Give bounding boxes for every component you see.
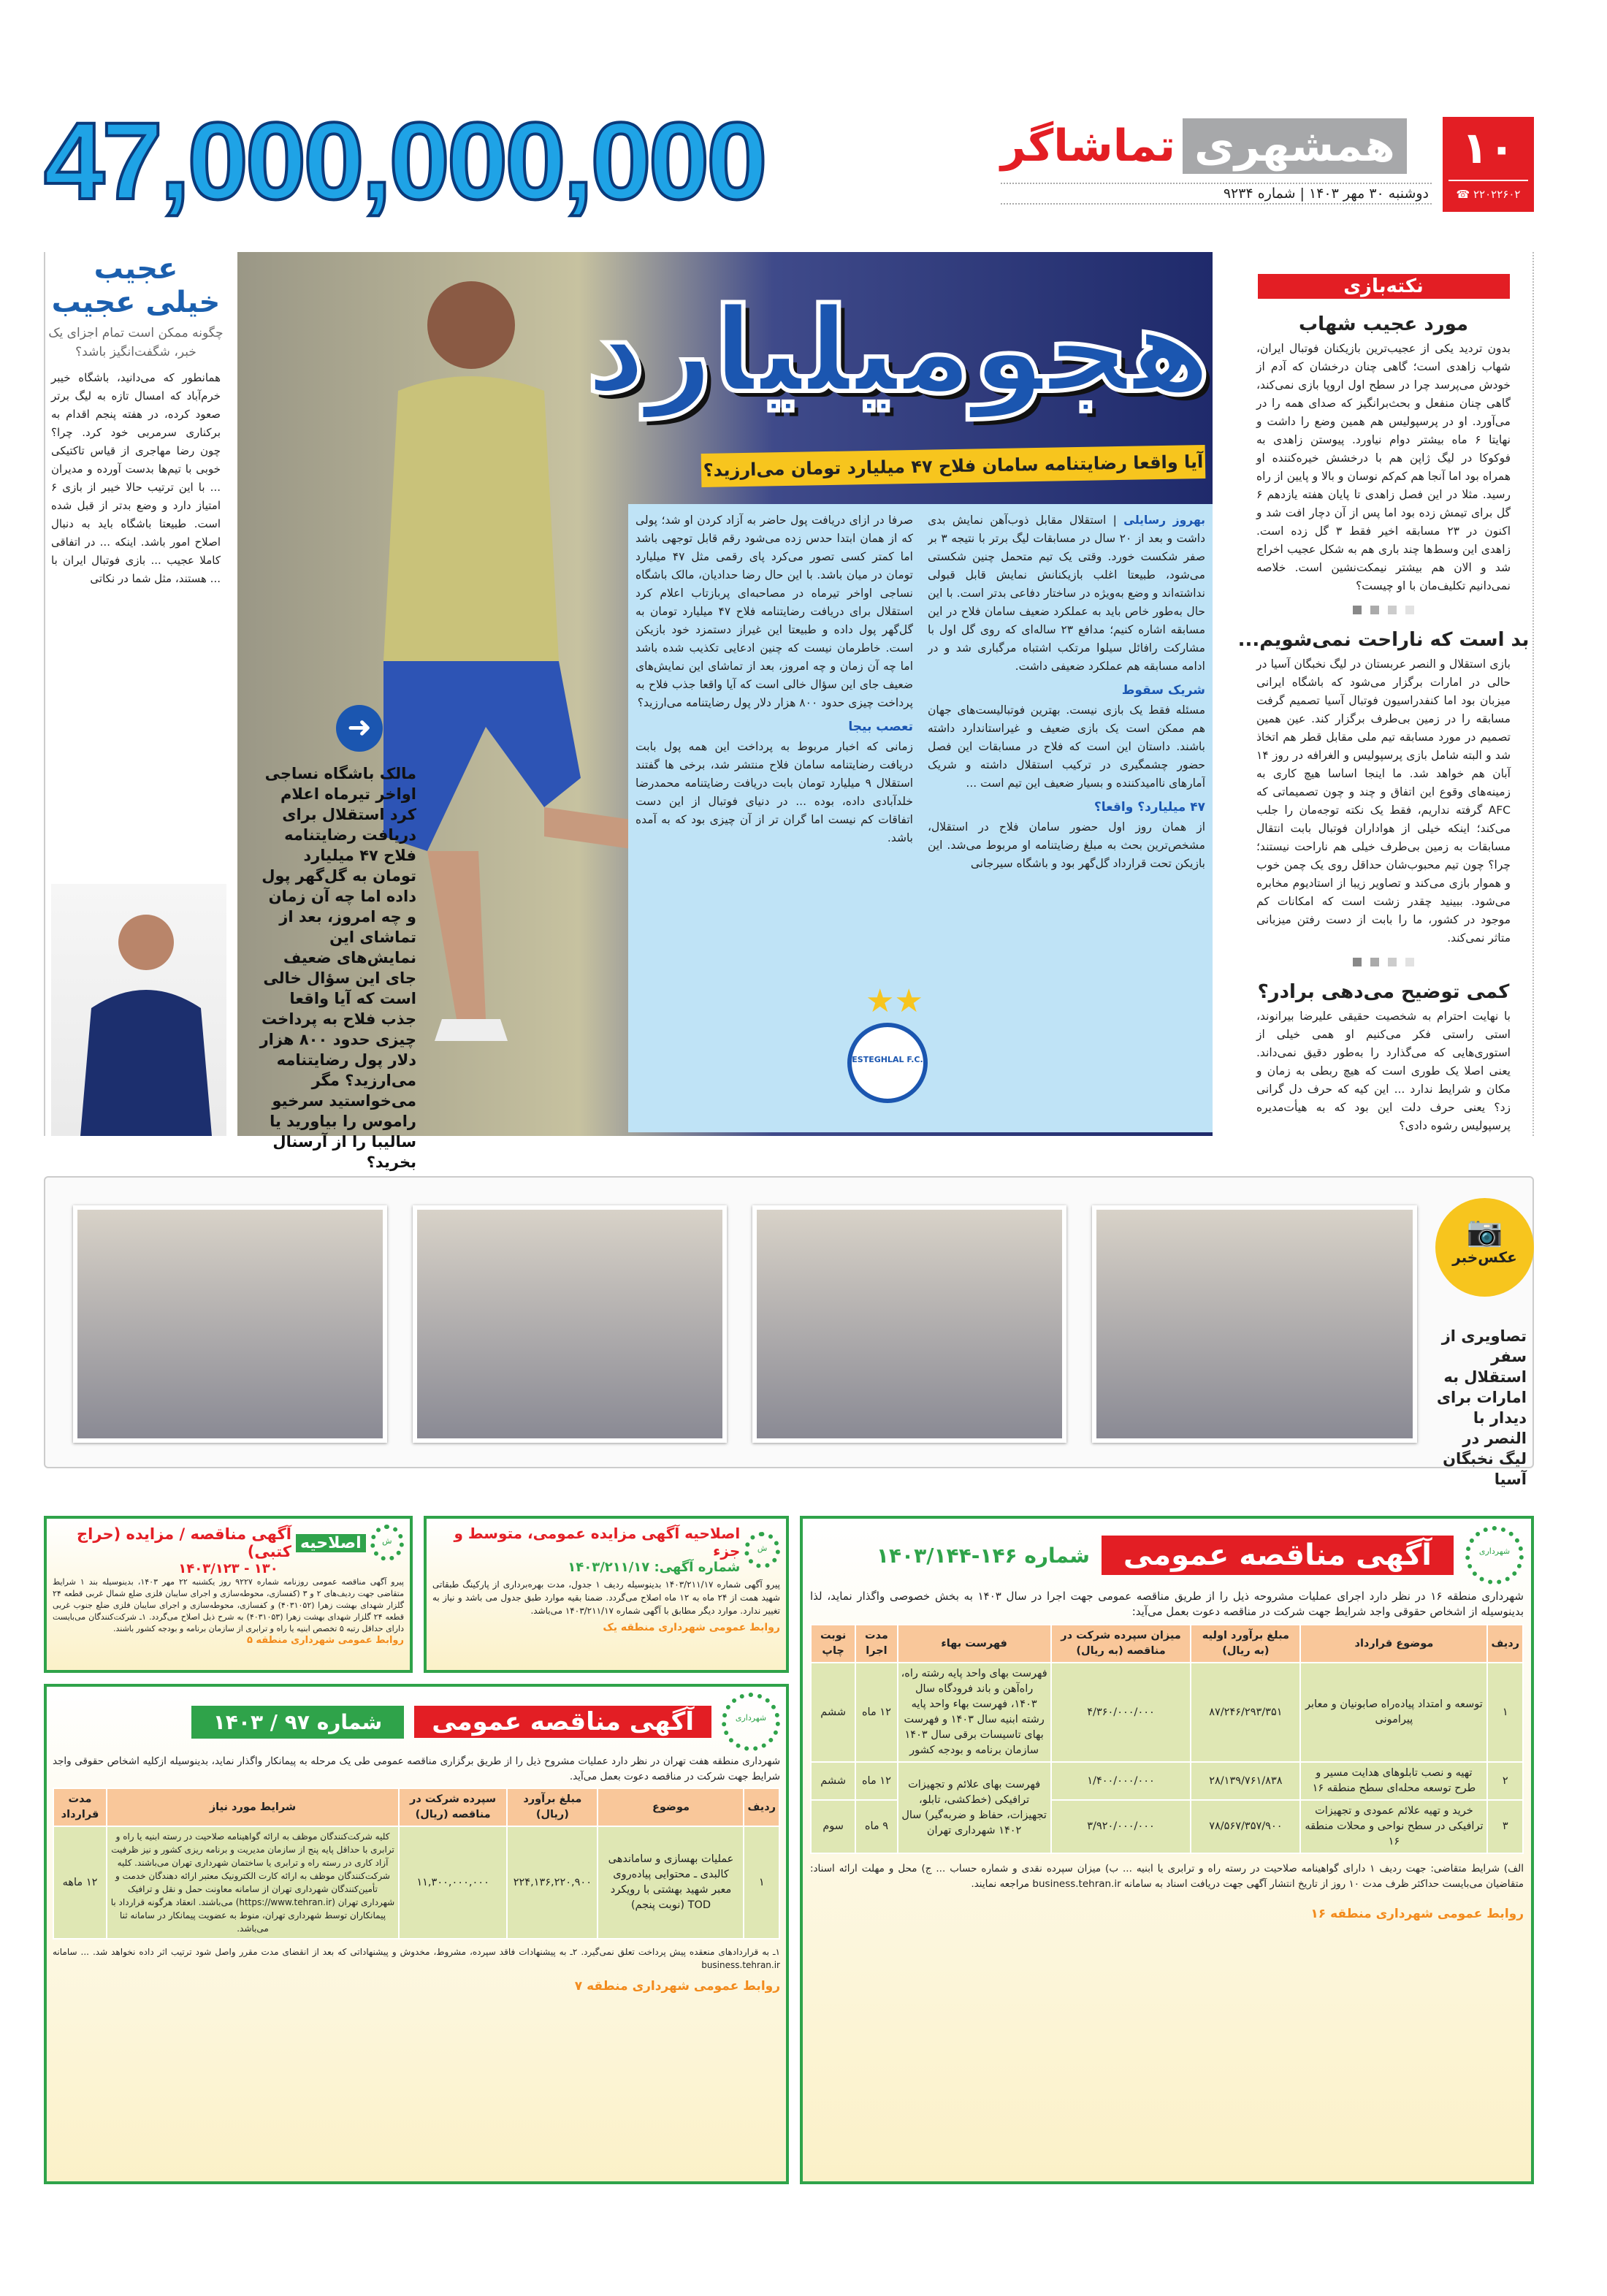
main-headline: هجومیلیارد <box>586 282 1211 419</box>
separator <box>1234 606 1532 614</box>
ad-title: آگهی مناقصه عمومی <box>414 1706 711 1738</box>
cell: ۷۸/۵۶۷/۳۵۷/۹۰۰ <box>1191 1800 1300 1853</box>
photo-2 <box>413 1205 727 1443</box>
camera-icon: 📷 <box>1466 1215 1503 1248</box>
article-section-3: زمانی که اخبار مربوط به پرداخت این همه پول بابت دریافت رضایتنامه سامان فلاح منتشر شد، برخی ها گفتند استقلال ۹ میلیارد تومان بابت دریافت رضایتنامه محمدرضا خلدآبادی داده، بوده ... در دنیای فوتبال از این دست اتفاقات کم نیست اما گران تر از آن چیزی بود که به آمده باشد. <box>635 740 913 844</box>
ad-number: شماره آگهی: ۱۴۰۳/۲۱۱/۱۷ <box>568 1560 741 1575</box>
tehran-municipality-emblem: شهرداری <box>1465 1526 1524 1584</box>
left-title-1: عجیب <box>93 252 178 286</box>
cell: ۳/۹۲۰/۰۰۰/۰۰۰ <box>1051 1800 1191 1853</box>
article-column-1: بهروز رسایلی | استقلال مقابل ذوب‌آهن نمایش بدی داشت و بعد از ۲۰ سال در مسابقات لیگ برتر با نتیجه ۳ بر صفر شکست خورد. وقتی یک تیم متحمل چنین شکستی می‌شود، طبیعتا اغلب بازیکنانش نمایش قابل قبولی نداشته‌اند و وضع به‌ویژه در ساختار دفاعی بدتر است. با این حال به‌طور خاص باید به عملکرد ضعیف سامان فلاح در این مسابقه اشاره کنیم؛ مدافع ۲۳ ساله‌ای که روی گل اول با مشارکت رافائل سیلوا مرتکب اشتباه مرگباری شد و در ادامه مسابقه هم عملکرد ضعیفی داشت. شریک سقوط مسئله فقط یک بازی نیست. بهترین فوتبالیست‌های جهان هم ممکن است یک بازی ضعیف و غیراستاندارد داشته باشند. داستان این است که فلاح در مسابقات این فصل حضور چشمگیری در ترکیب استقلال داشته و شریک آمارهای ناامیدکننده و بسیار ضعیف این تیم است ... ۴۷ میلیارد؟ واقعا؟ از همان روز اول حضور سامان فلاح در استقلال، مشخص‌ترین بحث به مبلغ رضایتنامه او مربوط می‌شد. این بازیکن تحت قرارداد گل‌گهر بود و باشگاه سیرجانی <box>928 511 1205 1125</box>
th: مدت قرارداد <box>53 1788 107 1826</box>
ad-terms: ۱ـ به قراردادهای منعقده پیش پرداخت تعلق نمی‌گیرد. ۲ـ به پیشنهادات فاقد سپرده، مشروط، مخدوش و پیشنهاداتی که بعد از انقضای مدت مقرر واصل شود ترتیب اثر داده نخواهد شد. ... سامانه business.tehran.ir <box>53 1947 780 1970</box>
correction-label: اصلاحیه <box>296 1534 366 1552</box>
ad-body: پیرو آگهی شماره ۱۴۰۳/۲۱۱/۱۷ بدینوسیله ردیف ۱ جدول، مدت بهره‌برداری از پارکینگ طبقاتی شهید همت از ۲۴ ماه به ۱۲ ماه اصلاح می‌گردد. ضمنا بقیه موارد طبق جدول می باشد و نیاز به تغییر ندارد. موارد دیگر مطابق با آگهی شماره ۱۴۰۳/۲۱۱/۱۷ می‌باشد. <box>432 1579 780 1616</box>
tender-table <box>53 1788 780 1940</box>
table-row <box>811 1663 1523 1762</box>
ad-signature: روابط عمومی شهرداری منطقه ۱۶ <box>1310 1907 1524 1921</box>
cell: ۱۲ ماه <box>855 1663 897 1762</box>
cell: خرید و تهیه علائم عمودی و تجهیزات ترافیکی در سطح نواحی و محلات منطقه ۱۶ <box>1300 1800 1487 1853</box>
cell: ۸۷/۲۴۶/۲۹۳/۳۵۱ <box>1191 1663 1300 1762</box>
newspaper-logo <box>1001 117 1432 175</box>
th: مبلغ برآورد اولیه (به ریال) <box>1191 1625 1300 1663</box>
cell: ششم <box>811 1663 855 1762</box>
byline: بهروز رسایلی <box>1123 514 1205 527</box>
left-subtitle: چگونه ممکن است تمام اجزای یک خبر، شگفت‌انگیز باشد؟ <box>48 326 224 359</box>
th: میزان سپرده شرکت در مناقصه (به ریال) <box>1051 1625 1191 1663</box>
date-line: دوشنبه ۳۰ مهر ۱۴۰۳ | شماره ۹۲۳۴ <box>1001 183 1432 205</box>
cell: ۴/۳۶۰/۰۰۰/۰۰۰ <box>1051 1663 1191 1762</box>
cell: ۲ <box>1487 1762 1523 1800</box>
stars-icon: ★★ <box>866 983 923 1020</box>
th: موضوع <box>598 1788 744 1826</box>
right-column <box>1234 252 1534 1136</box>
left-title-2: خیلی عجیب <box>51 286 221 319</box>
photo-caption: تصاویری از سفر استقلال به امارات برای دیدار با النصر در لیگ نخبگان آسیا <box>1436 1327 1527 1488</box>
article-section-2: از همان روز اول حضور سامان فلاح در استقلال، مشخص‌ترین بحث به مبلغ رضایتنامه او مربوط می‌شد. این بازیکن تحت قرارداد گل‌گهر بود و باشگاه سیرجانی <box>928 820 1205 870</box>
cell: ۹ ماه <box>855 1800 897 1853</box>
th: فهرست بهاء <box>898 1625 1051 1663</box>
right-article-body-1: بدون تردید یکی از عجیب‌ترین بازیکنان فوتبال ایران، شهاب زاهدی است؛ گاهی چنان درخشان که آدم از خودش می‌پرسد چرا در سطح اول اروپا بازی نمی‌کند، گاهی چنان منفعل و بحث‌برانگیز که صدای همه را در می‌آورد. او در پرسپولیس هم همین وضع را داشت و نهایتا ۶ ماه بیشتر دوام نیاورد. پیوستن زاهدی به فوکوکا در لیگ ژاپن هم با درخشش خیره‌کننده او همراه بود اما آنجا هم کم‌کم نوسان و بالا و پایین از راه رسید. مثلا در این فصل زاهدی تا پایان هفته یازدهم ۶ گل برای تیمش زده بود اما پس از آن دچار افت شد و اکنون در ۲۳ مسابقه اخیر فقط ۳ گل زده است. زاهدی این وسط‌ها چند باری هم به شکل عجیب اخراج شد و الان هم بیشتر نیمکت‌نشین است. خلاصه نمی‌دانیم تکلیف‌مان با او چیست؟ <box>1256 342 1511 592</box>
ad-signature: روابط عمومی شهرداری منطقه یک <box>603 1622 780 1633</box>
esteghlal-crest: ESTEGHLAL F.C. <box>847 1023 928 1103</box>
ad-number: ۱۳۰ - ۱۴۰۳/۱۲۳ <box>178 1561 278 1576</box>
cell: سوم <box>811 1800 855 1853</box>
ad-title: آگهی مناقصه عمومی <box>1102 1536 1454 1575</box>
correction-ad-district-1 <box>424 1516 789 1673</box>
cell: ۲۸/۱۳۹/۷۶۱/۸۳۸ <box>1191 1762 1300 1800</box>
badge-label: عکس‌خبر <box>1452 1248 1517 1266</box>
ad-terms: الف) شرایط متقاضی: جهت ردیف ۱ دارای گواهینامه صلاحیت در رسته راه و ترابری یا ابنیه ... ب) میزان سپرده نقدی و شماره حساب ... ج) محل و مهلت ارائه اسناد: متقاضیان می‌بایست حداکثر ظرف مدت ۱۰ روز از تاریخ انتشار آگهی جهت دریافت اسناد به سامانه business.tehran.ir مراجعه نمایند. <box>810 1863 1524 1890</box>
tehran-municipality-emblem: ش <box>744 1532 780 1568</box>
cell: فهرست بهای علائم و تجهیزات ترافیکی (خط‌کشی، تابلو، تجهیزات، حفاظ و ضربه‌گیر) سال ۱۴۰۲ شهرداری تهران <box>898 1762 1051 1853</box>
section-tag: نکته‌بازی <box>1258 274 1510 299</box>
tender-ad-district-16 <box>800 1516 1534 2184</box>
correction-ad-district-5 <box>44 1516 413 1673</box>
photo-news-badge <box>1435 1198 1534 1297</box>
cell: ۱۱,۳۰۰,۰۰۰,۰۰۰ <box>399 1826 507 1939</box>
logo-tamashagar: تماشاگر <box>1001 121 1176 172</box>
cell: ۱ <box>744 1826 779 1939</box>
th: ردیف <box>744 1788 779 1826</box>
ad-intro: شهرداری منطقه هفت تهران در نظر دارد عملیات مشروح ذیل را از طریق برگزاری مناقصه عمومی طی یک مرحله به پیمانکار واگذار نماید، بدینوسیله ازکلیه اشخاص حقوقی واجد شرایط جهت شرکت در مناقصه دعوت بعمل می‌آید. <box>53 1755 780 1782</box>
th: موضوع قرارداد <box>1300 1625 1487 1663</box>
article-section-1: مسئله فقط یک بازی نیست. بهترین فوتبالیست‌های جهان هم ممکن است یک بازی ضعیف و غیراستاندارد داشته باشند. داستان این است که فلاح در مسابقات این فصل حضور چشمگیری در ترکیب استقلال داشته و شریک آمارهای ناامیدکننده و بسیار ضعیف این تیم است ... <box>928 703 1205 790</box>
subhead-3: تعصب بیجا <box>848 720 913 734</box>
cell: ۱/۴۰۰/۰۰۰/۰۰۰ <box>1051 1762 1191 1800</box>
cell: ششم <box>811 1762 855 1800</box>
ad-body: پیرو آگهی مناقصه عمومی روزنامه شماره ۹۲۲۷ روز یکشنبه ۲۲ مهر ۱۴۰۳، بدینوسیله بند ۱ شرایط متقاضی جهت ردیف‌های ۲ و ۳ (کفسازی، محوطه‌سازی و اجرای سایبان فلزی ضلع شمال غربی قطعه ۲۴ گلزار شهدای بهشت زهرا (۴۰۳۱۰۵۲) و کفسازی، محوطه‌سازی و اجرای سایبان فلزی ضلع جنوب غربی قطعه ۲۴ گلزار شهدای بهشت زهرا (۴۰۳۱۰۵۳) به شرح ذیل اصلاح می‌گردد. ۱ـ شرکت‌کنندگان می‌بایست دارای حداقل رتبه ۵ تخصص ابنیه یا راه و ترابری از سازمان برنامه و بودجه کشور باشند. <box>53 1577 405 1633</box>
ad-title: اصلاحیه آگهی مزایده عمومی، متوسط و جزء <box>454 1525 741 1560</box>
tender-table <box>810 1624 1524 1854</box>
page-number: ۱۰ <box>1448 117 1528 181</box>
ad-signature: روابط عمومی شهرداری منطقه ۵ <box>246 1635 404 1646</box>
cell: عملیات بهسازی و ساماندهی کالبدی ـ محتوایی پیاده‌روی معبر شهید بهشتی با رویکرد TOD (نوبت پنجم) <box>598 1826 744 1939</box>
th: مدت اجرا <box>855 1625 897 1663</box>
ad-title: آگهی مناقصه / مزایده (حراج کتبی) <box>77 1525 291 1560</box>
cell: ۲۲۴,۱۳۶,۲۲۰,۹۰۰ <box>507 1826 598 1939</box>
left-body: همانطور که می‌دانید، باشگاه خیبر خرم‌آباد که امسال تازه به لیگ برتر صعود کرده، در هفته پنجم اقدام به برکناری سرمربی خود کرد. چرا؟ چون رضا مهاجری از قیاس تاکتیکی خوبی با تیم‌ها بدست آورده و مدیران ... با این ترتیب حالا خیبر از بازی ۶ امتیاز دارد و وضع بدتر از قبل شده است. طبیعتا باشگاه باید به دنبال اصلاح امور باشد. اینکه ... در اتفاقی کاملا عجیب ... بازی فوتبال ایران با ... هستند، مثل شما در نکاتی <box>51 371 221 585</box>
arrow-right-icon: ➜ <box>336 705 383 752</box>
tender-ad-district-7 <box>44 1684 789 2184</box>
subhead-2: ۴۷ میلیارد؟ واقعا؟ <box>1093 800 1205 815</box>
th: سپرده شرکت در مناقصه (ریال) <box>399 1788 507 1826</box>
headline-kicker: آیا واقعا رضایتنامه سامان فلاح ۴۷ میلیارد تومان می‌ارزید؟ <box>701 445 1206 487</box>
article-column-2 <box>635 511 913 964</box>
th: نوبت چاپ <box>811 1625 855 1663</box>
right-article-title-3: کمی توضیح می‌دهی برادر؟ <box>1257 981 1510 1003</box>
cell: ۱۲ ماهه <box>53 1826 107 1939</box>
table-row <box>53 1826 779 1939</box>
separator <box>1234 958 1532 966</box>
th: ردیف <box>1487 1625 1523 1663</box>
cell: ۳ <box>1487 1800 1523 1853</box>
right-article-title-2: بد است که ناراحت نمی‌شویم... <box>1237 629 1530 651</box>
ad-number: شماره ۱۴۶-۱۴۰۳/۱۴۴ <box>876 1543 1090 1568</box>
photo-4 <box>1092 1205 1417 1443</box>
coach-photo <box>51 884 226 1136</box>
ad-intro: شهرداری منطقه ۱۶ در نظر دارد اجرای عملیات مشروحه ذیل را از طریق مناقصه عمومی جهت اجرا در سال ۱۴۰۳ به بخش خصوصی واگذار نماید، لذا بدینوسیله از اشخاص حقوقی واجد شرایط جهت شرکت در مناقصه دعوت بعمل می‌آید: <box>810 1590 1524 1618</box>
right-article-title-1: مورد عجیب شهاب <box>1298 313 1469 335</box>
photo-3 <box>752 1205 1066 1443</box>
th: مبلغ برآورد (ریال) <box>507 1788 598 1826</box>
article-continuation: صرفا در ازای دریافت پول حاضر به آزاد کردن او شد؛ پولی که از همان ابتدا حدس زده می‌شود رقم قابل توجهی باشد اما کمتر کسی تصور می‌کرد پای رقمی مثل ۴۷ میلیارد تومان در میان باشد. با این حال رضا حدادیان، مالک باشگاه نساجی اواخر تیرماه در مصاحبه‌ای پربازتاب اعلام کرد استقلال برای دریافت رضایتنامه فلاح ۴۷ میلیارد تومان به گل‌گهر پول داده و طبیعتا این غیراز دستمزد خود بازیکن است. خاطرمان نیست که چنین ادعایی تکذیب شده باشد اما چه آن زمان و چه امروز، بعد از تماشای این نمایش‌های ضعیف جای این سؤال خالی است که آیا واقعا جذب فلاح به پرداخت چیزی حدود ۸۰۰ هزار دلار پول رضایتنامه می‌ارزید؟ <box>635 514 913 709</box>
page-number-box <box>1443 117 1534 212</box>
phone-icon: ☎ <box>1456 188 1470 201</box>
cell: ۱۲ ماه <box>855 1762 897 1800</box>
cell: کلیه شرکت‌کنندگان موظف به ارائه گواهینامه صلاحیت در رسته ابنیه یا راه و ترابری با حداقل پایه پنج از سازمان مدیریت و برنامه ریزی کشور و نیز ظرفیت آزاد کاری در رسته راه و ترابری یا ساختمان شهرداری تهران می‌باشند. کلیه شرکت‌کنندگان موظف به ارائه کارت الکترونیک معتبر ارائه دهندگان خدمت و تأمین‌کنندگان شهرداری تهران از سامانه معاونت حمل و نقل و ترافیک شهرداری تهران (https://www.tehran.ir) می‌باشند. انعقاد هرگونه قرارداد با پیمانکاران توسط شهرداری تهران، منوط به عضویت پیمانکار در سامانه ثنا می‌باشد. <box>107 1826 399 1939</box>
cell: توسعه و امتداد پیاده‌راه صابونیان و معابر پیرامونی <box>1300 1663 1487 1762</box>
tehran-municipality-emblem: ش <box>370 1525 404 1561</box>
right-article-body-2: بازی استقلال و النصر عربستان در لیگ نخبگان آسیا در حالی در امارات برگزار می‌شود که باشگاه ایرانی میزبان بود اما کنفدراسیون فوتبال آسیا تصمیم گرفت مسابقه را در زمین بی‌طرف برگزار کند. عین همین تصمیم در مورد مسابقه تیم ملی مقابل قطر هم اتخاذ شد و البته شامل بازی پرسپولیس و الغرافه در روز ۱۴ آبان هم خواهد شد. ما اینجا اساسا هیچ کاری به زمینه‌های وقوع این اتفاق و چند و چون تصمیماتی که AFC گرفته نداریم، فقط یک نکته توجه‌مان را جلب می‌کند؛ اینکه خیلی از هواداران فوتبال بابت انتقال مسابقات به زمین بی‌طرف خیلی هم ناراحت نیستند؛ چرا؟ چون تیم محبوب‌شان حداقل روی یک چمن خوب و هموار بازی می‌کند و تصاویر زیبا از استادیوم مخابره می‌شود. ببینید چقدر زشت است که امکانات کم موجود در کشور، ما را بابت از دست رفتن میزبانی متاثر نمی‌کند. <box>1256 657 1511 945</box>
cell: فهرست بهای واحد پایه رشته راه، راه‌آهن و باند فرودگاه سال ۱۴۰۳، فهرست بهاء واحد پایه رشته ابنیه سال ۱۴۰۳ و فهرست بهای تاسیسات برقی سال ۱۴۰۳ سازمان برنامه و بودجه کشور <box>898 1663 1051 1762</box>
th: شرایط مورد نیاز <box>107 1788 399 1826</box>
phone-number: ۲۲۰۲۲۶۰۲ <box>1473 188 1521 201</box>
cell: ۱ <box>1487 1663 1523 1762</box>
article-intro: استقلال مقابل ذوب‌آهن نمایش بدی داشت و بعد از ۲۰ سال در مسابقات لیگ برتر با نتیجه ۳ بر صفر شکست خورد. وقتی یک تیم متحمل چنین شکستی می‌شود، طبیعتا اغلب بازیکنانش نمایش قابل قبولی نداشته‌اند و وضع به‌ویژه در ساختار دفاعی بدتر است. با این حال به‌طور خاص باید به عملکرد ضعیف سامان فلاح در این مسابقه اشاره کنیم؛ مدافع ۲۳ ساله‌ای که روی گل اول با مشارکت رافائل سیلوا مرتکب اشتباه مرگباری شد و در ادامه مسابقه هم عملکرد ضعیفی داشت. <box>928 514 1205 673</box>
headline-number: 47,000,000,000 <box>44 99 765 222</box>
tehran-municipality-emblem: شهرداری <box>722 1693 780 1751</box>
logo-hamshahri: همشهری <box>1183 118 1407 174</box>
right-article-body-3: با نهایت احترام به شخصیت حقیقی علیرضا بیرانوند، استی راستی فکر می‌کنیم او همی خیلی از استوری‌هایی که می‌گذارد را به‌طور دقیق نمی‌داند. یعنی اصلا یک طوری است که هیچ ربطی به زمان و مکان و شرایط ندارد ... این کیه که حرف دل گرانی زد؟ یعنی حرف دلت این بود که به هیأت‌مدیره پرسپولیس رشوه دادی؟ <box>1256 1010 1511 1132</box>
cell: تهیه و نصب تابلوهای هدایت مسیر و طرح توسعه محله‌ای سطح منطقه ۱۶ <box>1300 1762 1487 1800</box>
photo-1 <box>73 1205 387 1443</box>
table-row <box>811 1762 1523 1800</box>
ad-number: شماره ۹۷ / ۱۴۰۳ <box>191 1706 405 1739</box>
ad-signature: روابط عمومی شهرداری منطقه ۷ <box>574 1979 780 1994</box>
pull-quote: مالک باشگاه نساجی اواخر تیرماه اعلام کرد استقلال برای دریافت رضایتنامه فلاح ۴۷ میلیارد تومان به گل‌گهر پول داده اما چه آن زمان و چه امروز، بعد از تماشای این نمایش‌های ضعیف جای این سؤال خالی است که آیا واقعا جذب فلاح به پرداخت چیزی حدود ۸۰۰ هزار دلار پول رضایتنامه می‌ارزید؟ مگر می‌خواستید سرخیو راموس را بیاورید یا سالیبا را از آرسنال بخرید؟ <box>259 765 416 1171</box>
subhead-1: شریک سقوط <box>1121 683 1205 698</box>
